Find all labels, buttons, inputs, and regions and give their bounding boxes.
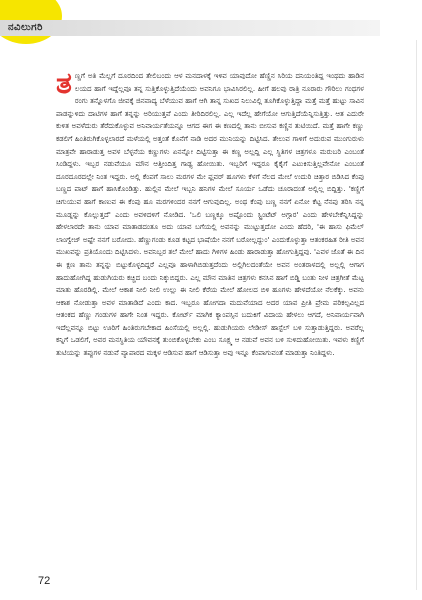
page-header [0,0,422,36]
book-title: ನವಿಲುಗರಿ [8,22,43,33]
drop-cap: ತ [56,70,72,101]
page-number: 72 [38,575,51,587]
header-bar [0,20,380,36]
body-text-block [56,70,364,550]
paragraph-text: ಣ್ಣಗೆ ಅತಿ ಮೆಲ್ಲಗೆ ದೂರದಿಂದ ತೇಲಿಬಂದು ಆಳ ಮನದಾಳಕ್ಕೆ ಇಳಿವ ಯಾವುದೋ ಹೆಣ್ಣಿನ ಸಿರಿಯ ದನಿಯಂತಿದ್ದ ಇಂಥದು ಹಾಡಿನ ಲಯದ ಹಾಗೆ ಇದ್ದೆಲ್ಲವೂ ತನ್ನ ಸುತ್ತಿಕೊಳ್ಳುತ್ತಿದೆಯೆಂದು ಅವನಿಗೂ ಭಾವಿಸಿರಲಿಲ್ಲ. ಹೀಗೆ ಹಲವು ರಾತ್ರಿ ನೂರಾರು ಗೌರಿಲು ಗಂಧಗಳ ರಂಗು ತನ್ನೊಳಗೊ ಜೀವಕ್ಕೆ ಜಿನವಾದ್ಯ ಬೆಳೆಯುವ ಹಾಗೆ ಆಗಿ ತಾನ್ನ ಸುಖದ ನಿಲುವಿಲ್ಲಿ ತೂಗಿಕೊಳ್ಳುತ್ತಿದ್ದಾ ಮತ್ತೆ ಮತ್ತೆ ಹುಟ್ಟು ಸಾವಿನ ಪಾಡನ್ನುಳಿದು ದಾಟಿಗಳ ಹಾಗೆ ತನ್ನನ್ನು ಅರಿಯುತ್ತವೆ ಎಂದು ತೀರಿದಿರಲಿಲ್ಲ. ಎಲ್ಲ ಇದೆಲ್ಲ ಹೇಗೆಯೋ ಆಗುತ್ತಿದೆಯೆನ್ನಿಸುತ್ತಿತ್ತು. ಆತ ಎದುರೇ ಕುಳಿತ ಅವಳೆದುರು ತೆರೆದುಕೊಳ್ಳುವ ಅನಿವಾರ್ಯತೆಯನ್ನೂ ಆಗದ ಈಗ ಈ ಕಣದಲ್ಲಿ ತಾನು ಬೀಸುವ ಕಣ್ಣಿನ ತುಟಿಯಿದೆ. ಮತ್ತೆ ಹಾಗೇ ಕಣ್ಣು ಕಡಲಿಗೆ ಹಿಂತಿರುಗಿಕೊಳ್ಳಲಾರದೆ ಮಳೆಯಲ್ಲಿ ಅತ್ತಂತೆ ಕೊನೆಗೆ ನಾಡಿ ಅದರ ಮುನಿಯನ್ನು ದಿಟ್ಟಿಸಿದ. ತೇಲುವ ಗಾಳಿಗೆ ಅದುರುವ ಮುಂಗುರುಳು ಮಾತ್ರವೇ ಹಾರಾಡುತ್ತ ಅವಳ ಬೆಳ್ಳನೆಯ ಕಣ್ಣುಗಳು ಏನನ್ನೋ ದಿಟ್ಟಿಸುತ್ತಾ ಈ ಕಣ್ಣ ಅಲ್ಲದ್ದಿ ಎಲ್ಲ ಸ್ಥಿತಿಗಳ ಚಿತ್ರಗಳೂ ಮರುಬರಿ ಎಂಬಂತೆ ಸಿಂಡಿದ್ದಳು. ಇಬ್ಬರ ನಡುವೆಯೂ ಮೌನ ಆತ್ತೀಂದಿತ್ತ ಗಾಢ್ಯ ಹೋಯಿತು. ಇಬ್ಬರಿಗೆ ಇದ್ದರೂ ಕೈಕೈಗೆ ಎಟುಕಿಸುತ್ತಿಲ್ಲವೇನೋ ಎಂಬಂತೆ ದೂರದೂರದಲ್ಲೇ ನಿಂತ ಇದ್ದರು. ಅಲ್ಲಿ ಕೆಂಪಗೆ ಸಾಲು ಮರಗಳ ಮೇ ಫ್ಲವರ್ ಹೂಗಳು ಕೆಳಗೆ ನೆಲದ ಮೇಲೆ ಉದುರಿ ಚಿತ್ತಾರ ಬಿಡಿಸಿದ ಕೆಂಪು ಬಣ್ಣದ ಪಾಟ್ ಹಾಗೆ ಹಾಸಿಕೊಂಡಿತ್ತು. ಹುಲ್ಲಿನ ಮೇಲೆ ಇಬ್ಬನಿ ಹನಿಗಳ ಮೇಲೆ ಸೂರ್ಯ ಒಡೆದು ಚೂರಾದಂತೆ ಅಲ್ಲಿಲ್ಲ ಬಿದ್ದಿತ್ತು. 'ಕಣ್ಣಿಗೆ ಚಿಗುಯುವ ಹಾಗೆ ಕಾಣುವ ಈ ಕೆಂಪು ಹೂ ಮರಗಳಿಂದರ ನನಗೆ ಆಗುವುದಿಲ್ಲ. ಅಂಥ ಕೆಂಪು ಬಣ್ಣ ನನಗೆ ಏನೋ ಕೆಟ್ಟ ನೆನಪು ತರಿಸಿ ನನ್ನ ಮೂಡ್ನನ್ನು ಕೊಲ್ಲುತ್ತದೆ' ಎಂದು ಅವಳಿದಳಿಗೆ ನೋಡಿದ. 'ಒಲಿ ಬಣ್ಣಕ್ಕೂ ಅಷ್ಟೊಂದು ಸ್ಟ್ರಿಂಟೆಟ್ ಅಗ್ಗಾರ' ಎಂದು ಹೇಳಬೇಕೆನ್ನಿಸಿದ್ದನ್ನು ಹೇಳಲಾರದೇ ತಾನು ಯಾವ ಮಾತಾಡದಂತೂ ಅದು ಯಾವ ಬಗೆಯಲ್ಲಿ ಅವನನ್ನು ಮುಟ್ಟುತ್ತದೋ ಎಂದು ಹೆದರಿ, 'ಈ ಹಾಸು ಫಿಮೆಲ್ ಲಾಂಗ್ವೇಜ್ ಅಷ್ಟೇ ನನಗೆ ಬರೋದು. ಹೆಣ್ಣುಗಂಡು ಕೂಡ ಕಟ್ಟದ ಭಾಷೆಯೇ ನನಗೆ ಬರೋಲ್ಲದ್ದುಂ' ಎಂದುಕೊಳ್ಳುತ್ತಾ ಆತಂಕರಹಿತ ರೀತಿ ಅವನ ಮುಖವನ್ನು ಪ್ರತಿಯೊಂದು ದಿಟ್ಟಿಸಿದಳು. ಅವನಿಬ್ಬರ ತಲೆ ಮೇಲೆ ಹಾದು ಗಿಳಿಗಳ ಹಿಂಡು ಹಾರಾಡುತ್ತಾ ಹೋಗುತ್ತಿದ್ದವು. 'ಎವಳ ಜೊತೆ ಈ ದಿನ ಈ ಕ್ಷಣ ತಾನು ತನ್ನನ್ನು ಬಿಟ್ಟುಕೊಳ್ಳದಿದ್ದರೆ ಎಲ್ಲವೂ ಹಾಳಾಗಿಬಿಡುತ್ತದೆಂದು ಅಲ್ಲಿಗಿಲದಂತೆಯೇ ಅವನ ಅಂತರಾಳದಲ್ಲಿ ಅಲ್ಲಲ್ಲಿ ಆಗಾಗ ಹಾದುಹೋಗಿದ್ದ ಹುಡುಗಿಯರು ಕಚ್ಚಿದ ಬಂದು ನಿಕ್ಕುಬಿದ್ದರು. ಎಲ್ಲ ಮೌನ ಮಾತಿನ ಚಿತ್ರಗಳು ಕನಸಿನ ಹಾಗೆ ಬಿಡ್ಡಿ ಬಂತು ನೀಳ ಚಿತ್ರಗೀತೆ ಮೆಟ್ಟ ಮಾತು ಹೊರಡಿಲ್ಲಿ. ಮೇಲೆ ಆಕಾಶ ನೀಲಿ ನೀಲಿ ಉಲ್ಲು ಈ ನೀಲಿ ಕೆರೆಯ ಮೇಲೆ ಹೋಲದ ಬಿಳಿ ಹೂಗಳು ಹೇಳದೆಯೋ ನೆಲಕೆಕ್ಕು. ಅವನು ಆಕಾಶ ನೋಡುತ್ತಾ ಅವಳ ಮಾತಾಡಿದೆ ಎಂದು ಕಾದ. ಇಬ್ಬರೂ ಹೋಗದಾ ಮದುವೆಯಾದ ಅದರ ಯಾವ ಪ್ರೀತಿ ಪ್ರೇಮ ಪರಿಕಲ್ಪವಿಲ್ಲದ ಆತಂಕದ ಹೆಣ್ಣು ಗಂಡುಗಳ ಹಾಗೇ ನಿಂತ ಇದ್ದರು. ಕೋರ್ಟ್ ಮಾಗಿಕ ಕ್ಯಾಂಪಸ್ಸಿನ ಬದುಕಿಗೆ ವಿದಾಯ ಹೇಳಲು ಆಗದೆ, ಅನಿವಾರ್ಯವಾಗಿ ಇದೆಲ್ಲವನ್ನೂ ಬಿಟ್ಟು ಊರಿಗೆ ಹಿಂತಿರುಗಬೇಕಾದ ಹಿಂಸೆಯಲ್ಲಿ ಅಲ್ಲಲ್ಲಿ. ಹುಡುಗಿಯರು ಲೇಡೀಸ್ ಹಾಸ್ಟೆಲ್ ಬಳಿ ಸುತ್ತಾಡುತ್ತಿದ್ದರು. ಅವರೆಲ್ಲ ಕನ್ನಿಗೆ ಒಡಲಿಗೆ, ಅವರ ಮನಸ್ಥಿತಿಯ ಯೌವನಕ್ಕೆ ತುಂಬಿಕೊಳ್ಳಬೇಕು ಎಂಬ ಸೂಕ್ಷ್ಮ ಆ ನಡುವೆ ಅವನ ಬಳಿ ಸುಳಿದುಹೋಯಿತು. ಇವಳು ಕಣ್ಣಿಗೆ ತುಟಿಯನ್ನು ತಪ್ಪುಗಳ ನಡುವೆ ವ್ಯಾಪಾರದ ಮಕ್ಕಳ ಆಡಿಸುವ ಹಾಗೆ ಆಡಿಸುತ್ತಾ ಅವು ಇನ್ನೂ ಕೆಂಪಾಗುವಂತೆ ಮಾಡುತ್ತಾ ನಿಂತಿದ್ದಳು. [56,71,364,358]
page-edge-line [416,40,417,590]
body-paragraph [56,70,364,360]
